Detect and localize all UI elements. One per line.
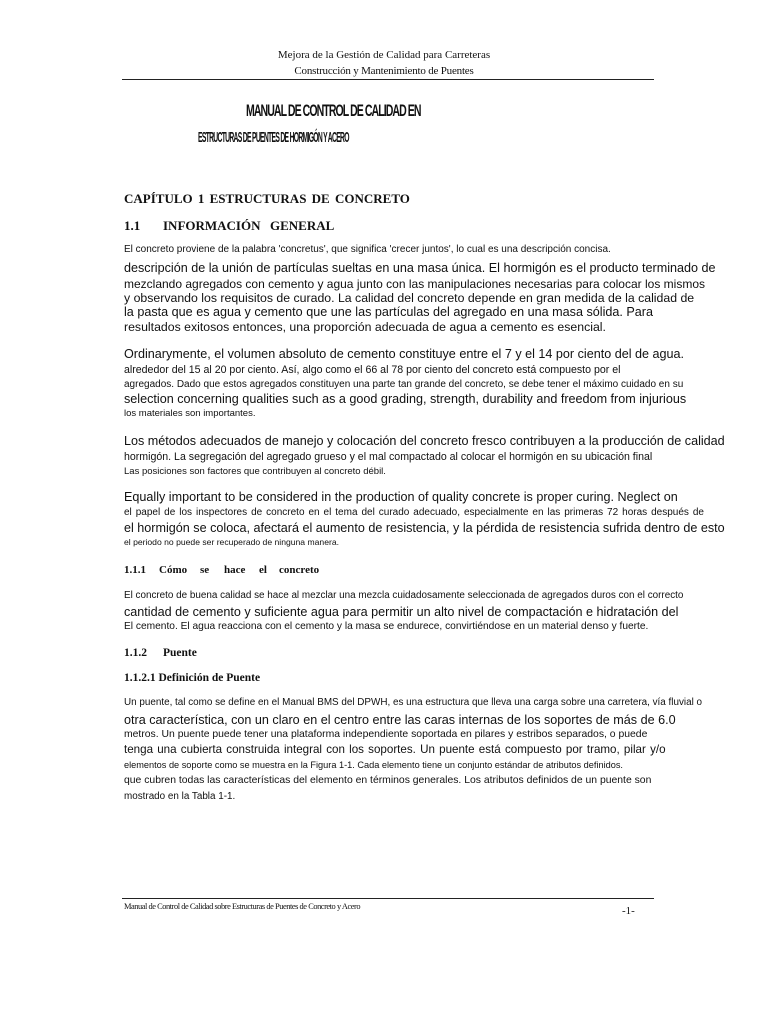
section-1-1-1-word-1: Cómo [159, 564, 188, 576]
paragraph-5-line-2: cantidad de cemento y suficiente agua para permitir un alto nivel de compactación e hidratación del [124, 605, 679, 619]
paragraph-6-line-5: elementos de soporte como se muestra en la Figura 1-1. Cada elemento tiene un conjunto estándar de atributos definidos. [124, 760, 623, 770]
paragraph-6-line-6: que cubren todas las características del elemento en términos generales. Los atributos definidos de un puente son [124, 775, 652, 786]
paragraph-6-line-3: metros. Un puente puede tener una plataforma independiente soportada en pilares y estribos separados, o puede [124, 729, 648, 740]
paragraph-2-line-2: alrededor del 15 al 20 por ciento. Así, algo como el 66 al 78 por ciento del concreto está compuesto por el [124, 364, 621, 376]
section-1-1-1-number: 1.1.1 [124, 564, 146, 576]
paragraph-6-line-1: Un puente, tal como se define en el Manual BMS del DPWH, es una estructura que lleva una carga sobre una carretera, vía fluvial o [124, 697, 703, 708]
paragraph-1-line-5: la pasta que es agua y cemento que une las partículas del agregado en una masa sólida. Para [124, 305, 653, 319]
section-1-1-2-1-heading: 1.1.2.1 Definición de Puente [124, 672, 261, 684]
paragraph-1-line-6: resultados exitosos entonces, una proporción adecuada de agua a cemento es esencial. [124, 320, 606, 334]
page-number: -1- [622, 905, 635, 917]
paragraph-1-line-3: mezclando agregados con cemento y agua junto con las manipulaciones necesarias para colocar los mismos [124, 277, 705, 291]
section-1-1-2-number: 1.1.2 [124, 647, 147, 659]
paragraph-4-line-2: el papel de los inspectores de concreto en el tema del curado adecuado, especialmente en las primeras 72 horas después de [124, 507, 704, 518]
section-1-1-1-word-4: el [259, 564, 267, 576]
header-rule [122, 79, 654, 80]
paragraph-5-line-1: El concreto de buena calidad se hace al mezclar una mezcla cuidadosamente seleccionada de agregados duros con el correcto [124, 590, 684, 601]
paragraph-2-line-1: Ordinarymente, el volumen absoluto de cemento constituye entre el 7 y el 14 por ciento del de agua. [124, 347, 685, 361]
paragraph-6-line-2: otra característica, con un claro en el centro entre las caras internas de los soportes de más de 6.0 [124, 713, 676, 727]
section-1-1-title-word-1: INFORMACIÓN [163, 218, 261, 233]
paragraph-4-line-3: el hormigón se coloca, afectará el aumento de resistencia, y la pérdida de resistencia sufrida dentro de esto [124, 521, 725, 535]
document-title-line-2: ESTRUCTURAS DE PUENTES DE HORMIGÓN Y ACERO [198, 129, 349, 146]
paragraph-1-line-4: y observando los requisitos de curado. La calidad del concreto depende en gran medida de la calidad de [124, 291, 695, 305]
section-1-1-1-word-3: hace [224, 564, 246, 576]
paragraph-1-line-1: El concreto proviene de la palabra 'concretus', que significa 'crecer juntos', lo cual es una descripción concisa. [124, 244, 611, 255]
paragraph-4-line-4: el periodo no puede ser recuperado de ninguna manera. [124, 537, 339, 547]
running-header-line-1: Mejora de la Gestión de Calidad para Carreteras [277, 49, 491, 61]
document-title-line-1: MANUAL DE CONTROL DE CALIDAD EN [246, 101, 421, 120]
paragraph-3-line-2: hormigón. La segregación del agregado grueso y el mal compactado al colocar el hormigón en su ubicación final [124, 451, 653, 463]
paragraph-6-line-4: tenga una cubierta construida integral con los soportes. Un puente está compuesto por tramo, pilar y/o [124, 743, 666, 756]
paragraph-6-line-7: mostrado en la Tabla 1-1. [124, 791, 236, 802]
chapter-heading: CAPÍTULO 1 ESTRUCTURAS DE CONCRETO [124, 191, 410, 206]
paragraph-3-line-3: Las posiciones son factores que contribuyen al concreto débil. [124, 466, 386, 477]
paragraph-2-line-4: selection concerning qualities such as a good grading, strength, durability and freedom from injurious [124, 392, 687, 406]
paragraph-2-line-5: los materiales son importantes. [124, 408, 256, 419]
paragraph-3-line-1: Los métodos adecuados de manejo y colocación del concreto fresco contribuyen a la producción de calidad [124, 434, 725, 448]
paragraph-5-line-3: El cemento. El agua reacciona con el cemento y la masa se endurece, convirtiéndose en un material denso y fuerte. [124, 621, 649, 632]
footer-text: Manual de Control de Calidad sobre Estructuras de Puentes de Concreto y Acero [124, 902, 361, 911]
paragraph-4-line-1: Equally important to be considered in the production of quality concrete is proper curing. Neglect on [124, 490, 678, 504]
section-1-1-1-word-5: concreto [279, 564, 320, 576]
section-1-1-1-word-2: se [200, 564, 210, 576]
section-1-1-number: 1.1 [124, 218, 141, 233]
running-header-line-2: Construcción y Mantenimiento de Puentes [294, 65, 474, 77]
section-1-1-2-title: Puente [163, 647, 197, 659]
paragraph-1-line-2: descripción de la unión de partículas sueltas en una masa única. El hormigón es el producto terminado de [124, 261, 716, 275]
section-1-1-title-word-2: GENERAL [270, 218, 335, 233]
footer-rule [122, 898, 654, 899]
paragraph-2-line-3: agregados. Dado que estos agregados constituyen una parte tan grande del concreto, se debe tener el máximo cuidado en su [124, 379, 684, 390]
